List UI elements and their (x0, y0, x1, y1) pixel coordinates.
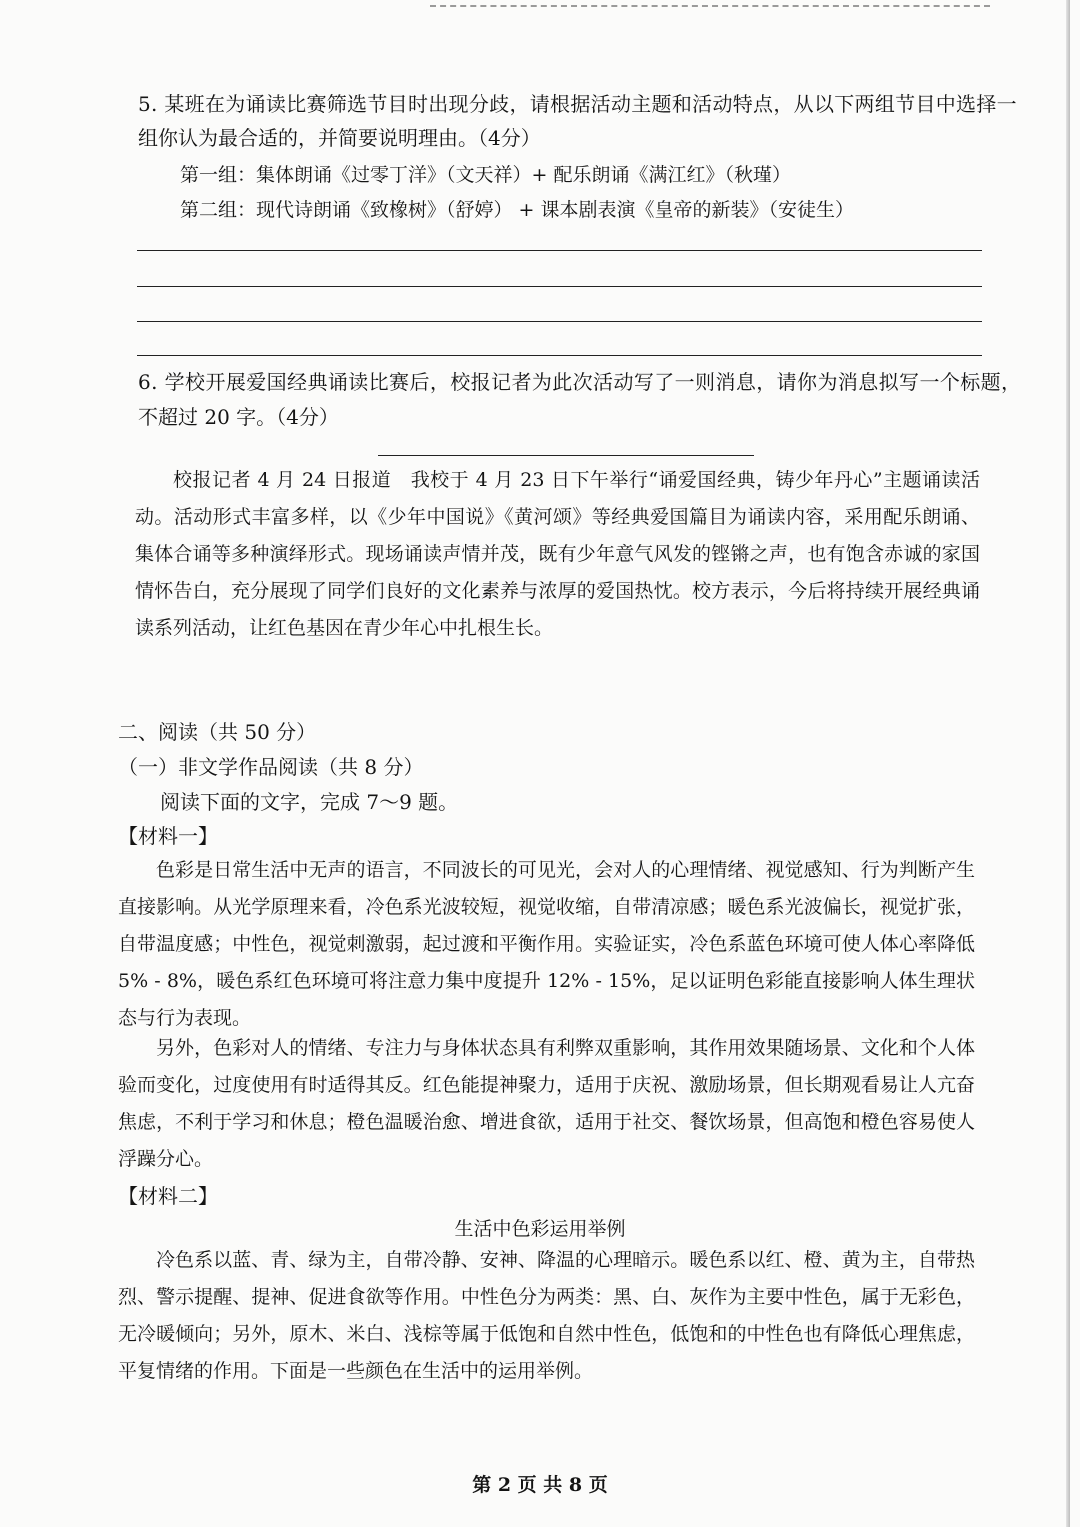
q5-line2: 组你认为最合适的，并简要说明理由。（4分） (138, 126, 541, 150)
q5-line1: 5. 某班在为诵读比赛筛选节目时出现分歧，请根据活动主题和活动特点，从以下两组节目中选择一 (138, 92, 1017, 116)
material2-title: 生活中色彩运用举例 (454, 1218, 626, 1240)
section-heading: 二、阅读（共 50 分） (118, 720, 317, 744)
title-answer-line (378, 455, 754, 456)
material1-label: 【材料一】 (118, 824, 218, 848)
answer-line-2 (137, 286, 982, 287)
material2-label: 【材料二】 (118, 1184, 218, 1208)
top-dashed-line (430, 5, 990, 7)
answer-line-3 (137, 321, 982, 322)
subsection-heading: （一）非文学作品阅读（共 8 分） (118, 755, 424, 779)
material1-paragraph2: 另外，色彩对人的情绪、专注力与身体状态具有利弊双重影响，其作用效果随场景、文化和个人体验而变化，过度使用有时适得其反。红色能提神聚力，适用于庆祝、激励场景，但长期观看易让人亢奋焦虑，不利于学习和休息；橙色温暖治愈、增进食欲，适用于社交、餐饮场景，但高饱和橙色容易使人浮躁分心。 (118, 1037, 975, 1170)
page-number: 第 2 页 共 8 页 (472, 1474, 608, 1496)
material2-paragraph1: 冷色系以蓝、青、绿为主，自带冷静、安神、降温的心理暗示。暖色系以红、橙、黄为主，自带热烈、警示提醒、提神、促进食欲等作用。中性色分为两类：黑、白、灰作为主要中性色，属于无彩色，无冷暖倾向；另外，原木、米白、浅棕等属于低饱和自然中性色，低饱和的中性色也有降低心理焦虑，平复情绪的作用。下面是一些颜色在生活中的运用举例。 (118, 1249, 975, 1382)
reading-instruction: 阅读下面的文字，完成 7～9 题。 (160, 790, 459, 814)
answer-line-1 (137, 250, 982, 251)
q5-group2: 第二组：现代诗朗诵《致橡树》（舒婷） + 课本剧表演《皇帝的新装》（安徒生） (180, 199, 855, 221)
scan-edge (1066, 0, 1070, 1527)
answer-line-4 (137, 355, 982, 356)
news-paragraph: 校报记者 4 月 24 日报道 我校于 4 月 23 日下午举行“诵爱国经典，铸少年丹心”主题诵读活动。活动形式丰富多样，以《少年中国说》《黄河颂》等经典爱国篇目为诵读内容，采用配乐朗诵、集体合诵等多种演绎形式。现场诵读声情并茂，既有少年意气风发的铿锵之声，也有饱含赤诚的家国情怀告白，充分展现了同学们良好的文化素养与浓厚的爱国热忱。校方表示，今后将持续开展经典诵读系列活动，让红色基因在青少年心中扎根生长。 (135, 469, 980, 639)
material1-paragraph1: 色彩是日常生活中无声的语言，不同波长的可见光，会对人的心理情绪、视觉感知、行为判断产生直接影响。从光学原理来看，冷色系光波较短，视觉收缩，自带清凉感；暖色系光波偏长，视觉扩张，自带温度感；中性色，视觉刺激弱，起过渡和平衡作用。实验证实，冷色系蓝色环境可使人体心率降低 5% - 8%，暖色系红色环境可将注意力集中度提升 12% - 15%，足以证明色彩能直接影响人体生理状态与行为表现。 (118, 859, 975, 1029)
q6-line2: 不超过 20 字。（4分） (138, 405, 339, 429)
q5-group1: 第一组：集体朗诵《过零丁洋》（文天祥）+ 配乐朗诵《满江红》（秋瑾） (180, 164, 791, 186)
q6-line1: 6. 学校开展爱国经典诵读比赛后，校报记者为此次活动写了一则消息，请你为消息拟写一个标题， (138, 370, 1022, 394)
